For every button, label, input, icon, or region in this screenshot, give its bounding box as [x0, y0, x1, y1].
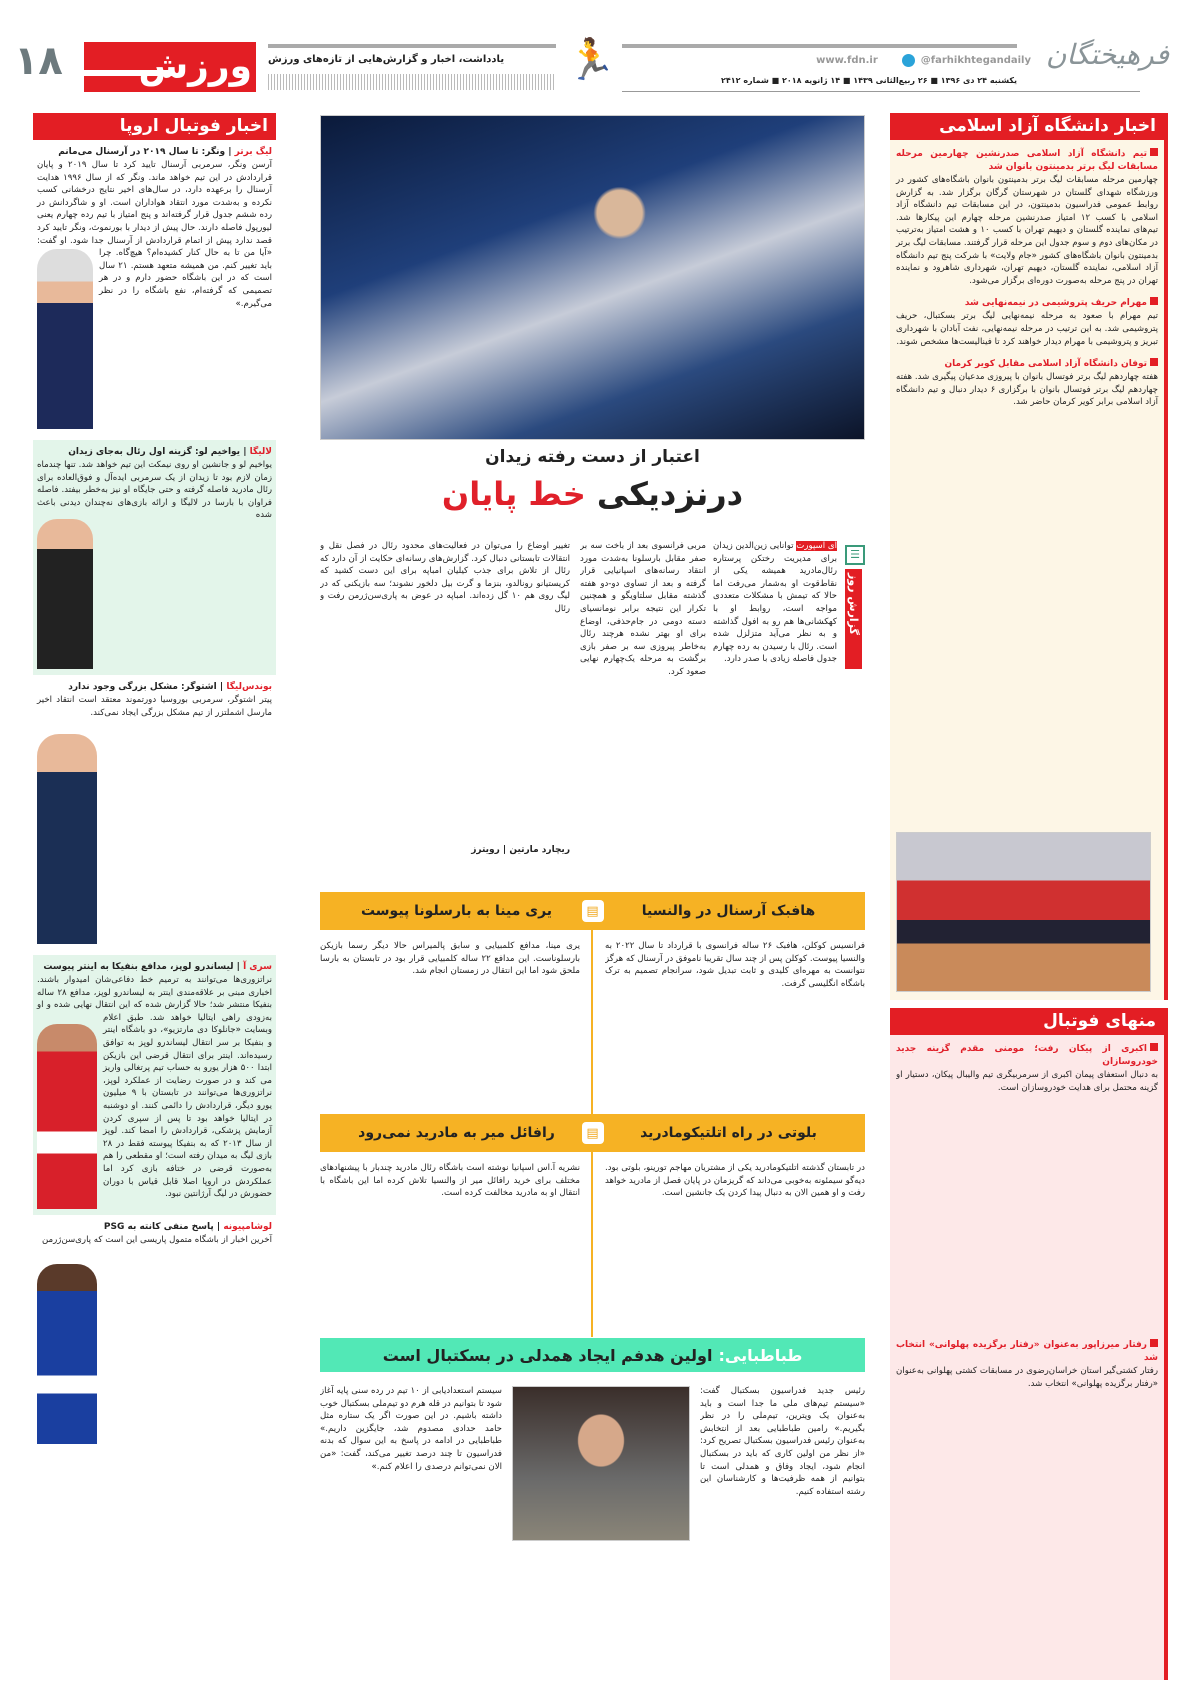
page-number: ۱۸	[14, 38, 63, 84]
news-title: اکبری از پیکان رفت؛ مومنی مقدم گزینه جدید خودروسازان	[896, 1044, 1158, 1067]
azad-university-header: اخبار دانشگاه آزاد اسلامی	[890, 113, 1168, 140]
league-label: بوندس‌لیگا	[226, 682, 272, 692]
futsal-photo	[896, 832, 1151, 992]
brief-body: در تابستان گذشته اتلتیکومادرید یکی از مشتریان مهاجم تورینو، بلوتی بود. دیه‌گو سیمئونه به‌خوبی می‌داند که گریزمان در پایان فصل از مادرید خواهد رفت و او همین الان به دنبال پیدا کردن یک جانشین است.	[605, 1163, 865, 1199]
section-title-bar	[84, 42, 256, 92]
league-label: سری آ	[243, 962, 272, 972]
source-badge: ای اسپورت	[796, 541, 837, 551]
news-body: پیتر اشتوگر، سرمربی بوروسیا دورتموند معتقد است انتقاد اخیر مارسل اشملتزر از تیم مشکل بزرگی ایجاد نمی‌کند.	[37, 695, 272, 718]
news-body: نراتزوری‌ها می‌توانند به ترمیم خط دفاعی‌شان امیدوار باشند. اخباری مبنی بر علاقه‌مندی اینتر به لیساندرو لوپز، مدافع ۲۸ ساله بنفیکا منتشر شد؛ حالا گزارش شده که این انتقال نهایی شده و او به‌زودی راهی ایتالیا خواهد شد. طبق اعلام وبسایت «جانلوکا دی مارتزیو»، دو باشگاه اینتر و بنفیکا بر سر انتقال لیساندرو لوپز به توافق رسیده‌اند. اینتر برای انتقال قرضی این بازیکن ابتدا ۵۰۰ هزار یورو به حساب تیم پرتغالی واریز می کند و در صورت رضایت از عملکرد لوپز، نراتزوری‌ها می‌توانند در تابستان با ۹ میلیون یورو دیگر، قراردادش را دائمی کنند. او دوشنبه در ایتالیا خواهد بود تا پس از سپری کردن آزمایش پزشکی، قراردادش را امضا کند. لوپز از سال ۲۰۱۳ که به بنفیکا پیوسته فقط در ۲۸ بازی لیگ به میدان رفته است؛ او مقطعی را هم به‌صورت قرضی در ختافه بازی کرد اما عملکردش در اروپا اصلا قابل قیاس با دوران حضورش در لیگ آرژانتین نبود.	[37, 975, 272, 1200]
newspaper-logo: فرهیختگان	[1045, 38, 1169, 71]
comment-icon: ▤	[582, 900, 604, 922]
news-title: پاسخ منفی کانته به PSG	[103, 1222, 214, 1232]
wenger-photo	[37, 249, 93, 429]
news-title: لیساندرو لوپز، مدافع بنفیکا به اینتر پیوست	[43, 962, 234, 972]
kante-photo	[37, 1264, 97, 1444]
non-football-header: منهای فوتبال	[890, 1008, 1168, 1035]
lead-column-3: تغییر اوضاع را می‌توان در فعالیت‌های محدود رئال در فصل نقل و انتقالات تابستانی دنبال کرد. گزارش‌های رسانه‌ای حکایت از آن دارد که رئال از تلاش برای جذب کیلیان امباپه برای این دست کشید که کریستیانو رونالدو، بنزما و گرت بیل دلخور نشوند؛ سه بازیکنی که در لیگ روی هم ۱۰ گل زده‌اند. امباپه در عوض به پاری‌سن‌ژرمن رفت و رئال	[320, 541, 570, 614]
zidane-celebration-photo	[320, 115, 865, 440]
news-body: آخرین اخبار از باشگاه متمول پاریسی این است که پاری‌سن‌ژرمن	[42, 1235, 272, 1245]
lead-kicker: اعتبار از دست رفته زیدان	[485, 447, 700, 467]
news-item: لیگ برتر | ونگر: تا سال ۲۰۱۹ در آرسنال می‌مانم آرسن ونگر، سرمربی آرسنال تایید کرد تا سال ۲۰۱۹ و پایان قراردادش در این تیم خواهد ماند. ونگر که از سال ۱۹۹۶ هدایت آرسنال را برعهده دارد، در سال‌های اخیر نتایج درخشانی کسب نکرده و به‌شدت مورد انتقاد هواداران است. او و شاگردانش در رده ششم جدول قرار گرفته‌اند و پنج امتیاز با تیم رده چهارم یعنی لیورپول فاصله دارند. حال پیش از دیدار با بورنموث، ونگر تایید کرد قصد ندارد پیش از اتمام قراردادش از آرسنال جدا شود. او گفت: «آیا من تا به حال کنار کشیده‌ام؟ هیچ‌گاه. چرا باید تغییر کنم. من همیشه متعهد هستم. ۲۱ سال است که در این باشگاه حضور دارم و در هر تصمیمی که گرفته‌ام، نفع باشگاه را در نظر می‌گیرم.»	[33, 140, 276, 440]
tabatabaei-photo	[512, 1386, 690, 1541]
brief-band-2	[320, 1114, 865, 1152]
section-description: یادداشت، اخبار و گزارش‌هایی از تازه‌های ورزش	[268, 54, 505, 65]
news-body: رفتار کشتی‌گیر استان خراسان‌رضوی در مسابقات کشتی پهلوانی به‌عنوان «رفتار برگزیده پهلوانی» انتخاب شد.	[896, 1366, 1158, 1389]
contact-bar	[816, 54, 1031, 67]
news-title: توفان دانشگاه آزاد اسلامی مقابل کویر کرمان	[896, 358, 1158, 371]
interview-band	[320, 1338, 865, 1372]
europe-football-header: اخبار فوتبال اروپا	[33, 113, 276, 140]
news-item: لوشامپیونه | پاسخ منفی کانته به PSG آخرین اخبار از باشگاه متمول پاریسی این است که پاری‌سن‌ژرمن	[33, 1215, 276, 1465]
news-title: تیم دانشگاه آزاد اسلامی صدرنشین چهارمین مرحله مسابقات لیگ برتر بدمینتون بانوان شد	[896, 149, 1158, 172]
news-body: هفته چهاردهم لیگ برتر فوتسال بانوان با پیروزی مدعیان پیگیری شد. هفته چهاردهم لیگ برتر فوتسال بانوان با برگزاری ۶ دیدار دنبال و تیم دانشگاه آزاد اسلامی برابر کویر کرمان حاضر شد.	[896, 372, 1158, 408]
stoger-photo	[37, 734, 97, 944]
lead-headline	[320, 472, 865, 516]
comment-icon: ▤	[582, 1122, 604, 1144]
lead-author: ریچارد مارتین | رویترز	[471, 845, 570, 855]
news-title: رفتار میرزاپور به‌عنوان «رفتار برگزیده پهلوانی» انتخاب شد	[896, 1340, 1158, 1363]
news-body: آرسن ونگر، سرمربی آرسنال تایید کرد تا سال ۲۰۱۹ و پایان قراردادش در این تیم خواهد ماند. ونگر که از سال ۱۹۹۶ هدایت آرسنال را برعهده دارد، در سال‌های اخیر نتایج درخشانی کسب نکرده و به‌شدت مورد انتقاد هواداران است. او و شاگردانش در رده ششم جدول قرار گرفته‌اند و پنج امتیاز با تیم رده چهارم یعنی لیورپول فاصله دارند. حال پیش از دیدار با بورنموث، ونگر تایید کرد قصد ندارد پیش از اتمام قراردادش از آرسنال جدا شود. او گفت: «آیا من تا به حال کنار کشیده‌ام؟ هیچ‌گاه. چرا باید تغییر کنم. من همیشه متعهد هستم. ۲۱ سال است که در این باشگاه حضور دارم و در هر تصمیمی که گرفته‌ام، نفع باشگاه را در نظر می‌گیرم.»	[37, 160, 272, 309]
lead-column-2: مربی فرانسوی بعد از باخت سه بر صفر مقابل بارسلونا به‌شدت مورد انتقاد رسانه‌های اسپانیایی قرار گرفته و بعد از تساوی دو-دو هفته گذشته مقابل سلتاویگو و همچنین تکرار این نتیجه برابر نومانسیای دسته دومی در جام‌حذفی، اوضاع برای او بهتر نشده هرچند رئال به‌خاطر پیروزی سه بر صفر بازی برگشت به مرحله یک‌چهارم نهایی صعود کرد.	[580, 541, 706, 677]
news-item: سری آ | لیساندرو لوپز، مدافع بنفیکا به اینتر پیوست نراتزوری‌ها می‌توانند به ترمیم خط دفاعی‌شان امیدوار باشند. اخباری مبنی بر علاقه‌مندی اینتر به لیساندرو لوپز، مدافع ۲۸ ساله بنفیکا منتشر شد؛ حالا گزارش شده که این انتقال نهایی شده و او به‌زودی راهی ایتالیا خواهد شد. طبق اعلام وبسایت «جانلوکا دی مارتزیو»، دو باشگاه اینتر و بنفیکا بر سر انتقال لیساندرو لوپز به توافق رسیده‌اند. اینتر برای انتقال قرضی این بازیکن ابتدا ۵۰۰ هزار یورو به حساب تیم پرتغالی واریز می کند و در صورت رضایت از عملکرد لوپز، نراتزوری‌ها می‌توانند در تابستان با ۹ میلیون یورو دیگر، قراردادش را دائمی کنند. او دوشنبه در ایتالیا خواهد بود تا پس از سپری کردن آزمایش پزشکی، قراردادش را امضا کند. لوپز از سال ۲۰۱۳ که به بنفیکا پیوسته فقط در ۲۸ بازی لیگ به میدان رفته است؛ او مقطعی را هم به‌صورت قرضی در ختافه بازی کرد اما عملکردش در اروپا اصلا قابل قیاس با دوران حضورش در لیگ آرژانتین نبود.	[33, 955, 276, 1215]
news-title: یواخیم لو: گزینه اول رئال به‌جای زیدان	[68, 447, 241, 457]
league-label: لالیگا	[249, 447, 272, 457]
interview-column-2: سیستم استعدادیابی از ۱۰ تیم در رده سنی پایه آغاز شود تا بتوانیم در قله هرم دو تیم‌ملی بسکتبال خوب داشته باشیم. در این صورت اگر یک ستاره مثل حامد حدادی مصدوم شد، جایگزین داریم.» طباطبایی در ادامه در پاسخ به این سوال که بدنه فدراسیون تا چند درصد تغییر می‌کند، گفت: «من الان نمی‌توانم درصدی را اعلام کنم.»	[320, 1386, 502, 1472]
news-body: تیم مهرام با صعود به مرحله نیمه‌نهایی لیگ برتر بسکتبال، حریف پتروشیمی شد. به این ترتیب در مرحله نیمه‌نهایی، نفت آبادان با شهرداری تبریز و پتروشیمی با مهرام دیدار خواهند کرد تا فینالیست‌ها مشخص شوند.	[896, 311, 1158, 347]
azad-university-column	[890, 113, 1168, 1003]
lead-text: توانایی زین‌الدین زیدان برای مدیریت رختکن پرستاره رئال‌مادرید همیشه یکی از نقاط‌قوت او به‌شمار می‌رفت اما حالا که تیمش با مشکلات متعددی مواجه است، روابط او با کهکشانی‌ها هم رو به افول گذاشته و به نظر می‌آید متزلزل شده است. رئال با رسیدن به رده چهارم جدول فاصله زیادی با صدر دارد.	[713, 541, 837, 665]
europe-football-column	[33, 113, 276, 1688]
brief-title: رافائل میر به مادرید نمی‌رود	[358, 1125, 555, 1141]
news-body: چهارمین مرحله مسابقات لیگ برتر بدمینتون بانوان باشگاه‌های کشور در ورزشگاه شهدای گلستان در شهرستان گرگان برگزار شد. به گزارش روابط عمومی فدراسیون بدمینتون، در این مسابقات تیم دانشگاه آزاد اسلامی با کسب ۱۲ امتیاز صدرنشین مرحله چهارم این پیکارها شد. تیم‌های نماینده گلستان و دیهیم تهران با کسب ۱۰ و هشت امتیاز به‌ترتیب در مکان‌های دوم و سوم جدول این مرحله قرار گرفتند. مسابقات لیگ برتر بدمینتون بانوان باشگاه‌های کشور «جام ولایت» با شرکت پنج تیم دانشگاه آزاد اسلامی، نماینده گلستان، دیهیم تهران، شهرداری شاهرود و نماینده تهران در پنج مرحله به‌صورت دوره‌ای برگزار می‌شود.	[896, 175, 1158, 286]
brief-title: هافبک آرسنال در والنسیا	[641, 903, 816, 919]
section-title: ورزش	[138, 46, 252, 87]
news-item: لالیگا | یواخیم لو: گزینه اول رئال به‌جای زیدان یواخیم لو و جانشین او روی نیمکت این تیم خواهد شد. تنها چندماه زمان لازم بود تا زیدان از یک سرمربی ایده‌آل و فوق‌العاده برای رئال مادرید فاصله گرفته و حتی جایگاه او نیز به‌خطر بیفتد. فاصله فراوان با بارسا در لالیگا و ارائه بازی‌های نه‌چندان دیدنی باعث شده	[33, 440, 276, 675]
interview-title: اولین هدفم ایجاد همدلی در بسکتبال است	[382, 1345, 713, 1365]
brief-body: یری مینا، مدافع کلمبیایی و سابق پالمیراس حالا دیگر رسما بازیکن بارسلوناست. این مدافع ۲۲ ساله کلمبیایی قرار بود در تابستان به بارسا ملحق شود اما این انتقال در زمستان انجام شد.	[320, 941, 580, 977]
runner-logo-icon: 🏃	[566, 37, 616, 83]
brief-body: فرانسیس کوکلن، هافبک ۲۶ ساله فرانسوی با قرارداد تا سال ۲۰۲۲ به والنسیا پیوست. کوکلن پس از چند سال تقریبا ناموفق در آرسنال که هرگز نتوانست به مهره‌ای کلیدی و ثابت تبدیل شود، سرانجام تصمیم به ترک باشگاه انگلیسی گرفت.	[605, 941, 865, 989]
telegram-handle[interactable]: @farhikhtegandaily	[920, 55, 1031, 66]
lisandro-lopez-photo	[37, 1024, 97, 1209]
interview-column-1: رئیس جدید فدراسیون بسکتبال گفت: «سیستم تیم‌های ملی ما جدا است و باید به‌عنوان یک ویترین، تیم‌ملی را در نظر بگیریم.» رامین طباطبایی بعد از انتخابش به‌عنوان رئیس فدراسیون بسکتبال تصریح کرد: «از نظر من اولین کاری که باید در بسکتبال انجام شود، ایجاد وفاق و همدلی است تا بتوانیم از همه ظرفیت‌ها و کارشناسان این رشته استفاده کنیم.	[700, 1386, 865, 1497]
telegram-icon	[902, 54, 915, 67]
brief-band-1	[320, 892, 865, 930]
league-label: لیگ برتر	[234, 147, 272, 157]
interview-name: طباطبایی:	[718, 1345, 803, 1365]
brief-title: بلوتی در راه اتلتیکومادرید	[640, 1125, 817, 1141]
brief-title: یری مینا به بارسلونا پیوست	[360, 903, 553, 919]
daily-report-label	[845, 545, 865, 685]
news-item: بوندس‌لیگا | اشتوگر: مشکل بزرگی وجود ندارد پیتر اشتوگر، سرمربی بوروسیا دورتموند معتقد است انتقاد اخیر مارسل اشملتزر از تیم مشکل بزرگی ایجاد نمی‌کند.	[33, 675, 276, 955]
news-title: ونگر: تا سال ۲۰۱۹ در آرسنال می‌مانم	[58, 147, 226, 157]
news-title: مهرام حریف پتروشیمی در نیمه‌نهایی شد	[896, 297, 1158, 310]
news-body: به دنبال استعفای پیمان اکبری از سرمربیگری تیم والیبال پیکان، دستیار او گزینه محتمل برای هدایت خودروسازان است.	[896, 1070, 1158, 1093]
masthead	[0, 30, 1191, 105]
dateline: یکشنبه ۲۴ دی ۱۳۹۶ ■ ۲۶ ربیع‌الثانی ۱۴۳۹ ■ ۱۴ ژانویه ۲۰۱۸ ■ شماره ۲۴۱۲	[721, 76, 1017, 85]
league-label: لوشامپیونه	[223, 1222, 272, 1232]
news-body: یواخیم لو و جانشین او روی نیمکت این تیم خواهد شد. تنها چندماه زمان لازم بود تا زیدان از یک سرمربی ایده‌آل و فوق‌العاده برای رئال مادرید فاصله گرفته و حتی جایگاه او نیز به‌خطر بیفتد. فاصله فراوان با بارسا در لالیگا و ارائه بازی‌های نه‌چندان دیدنی باعث شده	[37, 460, 272, 521]
news-title: اشتوگر: مشکل بزرگی وجود ندارد	[68, 682, 217, 692]
low-photo	[37, 519, 93, 669]
lead-column-1	[713, 540, 837, 860]
report-label: گزارش روز	[845, 569, 862, 669]
website[interactable]: www.fdn.ir	[816, 55, 878, 66]
report-icon: ☰	[845, 545, 865, 565]
headline-red: خط پایان	[441, 475, 586, 513]
non-football-column	[890, 1008, 1168, 1683]
headline-black: درنزدیکی	[596, 475, 744, 513]
brief-body: نشریه آ.اس اسپانیا نوشته است باشگاه رئال مادرید چندبار با پیشنهادهای مختلف برای خرید رافائل میر از والنسیا تلاش کرده اما این باشگاه با انتقال او به مادرید مخالفت کرده است.	[320, 1163, 580, 1199]
